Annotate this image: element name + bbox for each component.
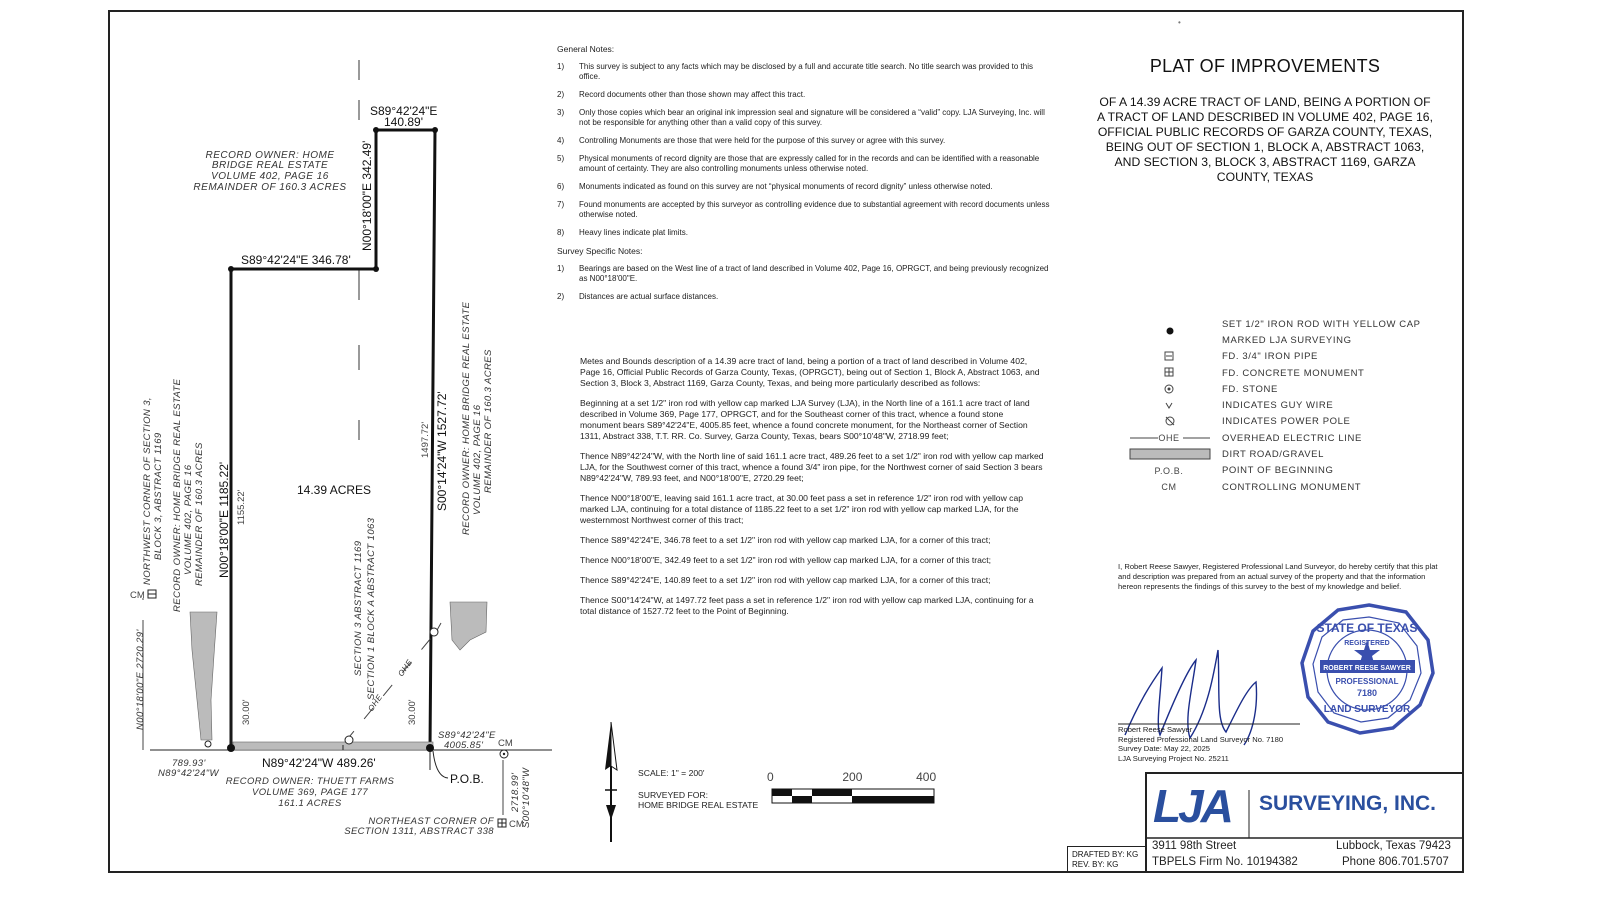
record-owner-left-2: VOLUME 402, PAGE 16 bbox=[183, 464, 194, 575]
distance-top: 140.89' bbox=[384, 115, 423, 129]
legend-label: POINT OF BEGINNING bbox=[1222, 465, 1334, 477]
scale-bar bbox=[772, 789, 934, 803]
note-text: Only those copies which bear an original ink impression seal and signature will be considered a “valid” copy. LJA Surveying, Inc. will not be responsible for anything other than a valid copy of this survey. bbox=[579, 108, 1045, 127]
acreage-label: 14.39 ACRES bbox=[297, 483, 372, 497]
drafted-box bbox=[1067, 846, 1145, 873]
survey-note-item bbox=[557, 264, 1052, 284]
scale-tick: 200 bbox=[842, 770, 863, 784]
dim-2718: 2718.99' bbox=[510, 772, 521, 812]
note-item bbox=[557, 228, 1052, 238]
general-notes bbox=[557, 44, 1052, 310]
note-item bbox=[557, 108, 1052, 128]
note-text: Bearings are based on the West line of a tract of land described in Volume 402, Page 16, OPRGCT, and being previously recognized as N00°18'00"E. bbox=[579, 264, 1049, 283]
surveyed-for-label: SURVEYED FOR: bbox=[638, 790, 709, 800]
note-item bbox=[557, 90, 1052, 100]
bearing-s0010: S00°10'48"W bbox=[521, 767, 532, 828]
dirt-road bbox=[190, 602, 487, 750]
note-num: 6) bbox=[557, 182, 565, 191]
seal-land-surveyor: LAND SURVEYOR bbox=[1323, 704, 1411, 715]
survey-date: Survey Date: May 22, 2025 bbox=[1118, 744, 1211, 753]
record-owner-bottom-2: VOLUME 369, PAGE 177 bbox=[251, 787, 369, 798]
record-owner-left-3: REMAINDER OF 160.3 ACRES bbox=[194, 442, 205, 586]
dim-30-left: 30.00' bbox=[241, 699, 252, 725]
survey-note-item bbox=[557, 292, 1052, 302]
metes-paragraph: Thence S89°42'24"E, 346.78 feet to a set 1/2" iron rod with yellow cap marked LJA, for a corner of this tract; bbox=[580, 535, 991, 545]
company-phone: Phone 806.701.5707 bbox=[1342, 856, 1449, 868]
legend-label: OVERHEAD ELECTRIC LINE bbox=[1222, 432, 1362, 444]
record-owner-right-2: VOLUME 402, PAGE 16 bbox=[472, 404, 483, 515]
note-num: 1) bbox=[557, 264, 565, 273]
note-num: 3) bbox=[557, 108, 565, 117]
company-street: 3911 98th Street bbox=[1152, 840, 1237, 852]
note-text: Record documents other than those shown may affect this tract. bbox=[579, 90, 806, 99]
legend-label: INDICATES POWER POLE bbox=[1222, 416, 1351, 428]
metes-paragraph: Thence N00°18'00"E, 342.49 feet to a set 1/2" iron rod with yellow cap marked LJA, for a corner of this tract; bbox=[580, 555, 992, 565]
company-city: Lubbock, Texas 79423 bbox=[1336, 840, 1451, 852]
seal-number: 7180 bbox=[1356, 688, 1378, 698]
surveyor-name: Robert Reese Sawyer bbox=[1118, 725, 1193, 734]
ne-corner-2: SECTION 1311, ABSTRACT 338 bbox=[344, 826, 494, 837]
record-owner-bottom-1: RECORD OWNER: THUETT FARMS bbox=[225, 776, 395, 787]
dim-30-right: 30.00' bbox=[407, 699, 418, 725]
bearing-489: N89°42'24"W 489.26' bbox=[262, 756, 376, 770]
nw-corner-2: BLOCK 3, ABSTRACT 1169 bbox=[153, 432, 164, 560]
legend-row bbox=[1125, 446, 1445, 462]
project-number: LJA Surveying Project No. 25211 bbox=[1118, 753, 1229, 763]
stray-mark: • bbox=[1178, 18, 1181, 27]
legend-label: MARKED LJA SURVEYING bbox=[1222, 334, 1352, 346]
legend-label: FD. CONCRETE MONUMENT bbox=[1222, 367, 1365, 379]
note-num: 1) bbox=[557, 62, 565, 71]
seal-name: ROBERT REESE SAWYER bbox=[1323, 665, 1411, 672]
ohe-label-1: OHE bbox=[366, 692, 385, 714]
north-arrow-icon bbox=[605, 722, 617, 842]
legend-row bbox=[1125, 316, 1445, 332]
company-firm: TBPELS Firm No. 10194382 bbox=[1152, 856, 1298, 868]
record-owner-top-4: REMAINDER OF 160.3 ACRES bbox=[193, 182, 347, 193]
bearing-1185: N00°18'00"E 1185.22' bbox=[217, 461, 231, 578]
legend-label: FD. 3/4" IRON PIPE bbox=[1222, 351, 1318, 363]
scale-label: SCALE: 1" = 200' bbox=[638, 768, 705, 778]
cm-right: CM bbox=[498, 738, 513, 749]
metes-and-bounds bbox=[580, 356, 1045, 626]
legend bbox=[1125, 316, 1445, 495]
note-text: Controlling Monuments are those that were held for the purpose of this survey or agree with this survey. bbox=[579, 136, 946, 145]
note-num: 8) bbox=[557, 228, 565, 237]
note-text: This survey is subject to any facts which may be disclosed by a full and accurate title search. No title search was provided to this office. bbox=[579, 62, 1033, 81]
note-num: 2) bbox=[557, 90, 565, 99]
legend-row bbox=[1125, 463, 1445, 479]
note-num: 2) bbox=[557, 292, 565, 301]
general-notes-heading: General Notes: bbox=[557, 44, 615, 54]
scale-tick: 400 bbox=[916, 770, 937, 784]
surveyor-registration: Registered Professional Land Surveyor No. 7180 bbox=[1118, 734, 1284, 744]
record-owner-left-1: RECORD OWNER: HOME BRIDGE REAL ESTATE bbox=[172, 378, 183, 612]
metes-paragraph: Beginning at a set 1/2" iron rod with yellow cap marked LJA Survey (LJA), in the North line of a 161.1 acre tract of land described in Volume 369, Page 177, OPRGCT, and for the Southeast corner of this tract, whence a found stone monument bears S89°42'24"E, 4005.85 feet, whence a found concrete monument, for the Northeast corner of Section 1311, Abstract 338, T.T. RR. Co. Survey, Garza County, Texas, bears S00°10'48"W, 2718.99 feet; bbox=[580, 398, 1030, 441]
legend-row bbox=[1125, 397, 1445, 413]
pob-label: P.O.B. bbox=[450, 772, 484, 786]
note-text: Distances are actual surface distances. bbox=[579, 292, 719, 301]
plat-title-main: PLAT OF IMPROVEMENTS bbox=[1149, 56, 1381, 76]
scale-tick: 0 bbox=[767, 770, 774, 784]
surveyed-for-value: HOME BRIDGE REAL ESTATE bbox=[638, 800, 759, 810]
note-text: Monuments indicated as found on this survey are not “physical monuments of record dignity” unless otherwise noted. bbox=[579, 182, 993, 191]
plat-title-sub: OF A 14.39 ACRE TRACT OF LAND, BEING A PORTION OF A TRACT OF LAND DESCRIBED IN VOLUME 402, PAGE 16, OFFICIAL PUBLIC RECORDS OF GARZA COUNTY, TEXAS, BEING OUT OF SECTION 1, BLOCK A, ABSTRACT 1063, AND SECTION 3, BLOCK 3, ABSTRACT 1169, GARZA COUNTY, TEXAS bbox=[1097, 95, 1433, 184]
company-logo: LJA bbox=[1153, 780, 1231, 832]
seal-state: STATE OF TEXAS bbox=[1316, 621, 1418, 635]
survey-notes-heading: Survey Specific Notes: bbox=[557, 246, 643, 256]
plat-title bbox=[1095, 56, 1435, 185]
record-owner-top-2: BRIDGE REAL ESTATE bbox=[211, 160, 329, 171]
company-name: SURVEYING, INC. bbox=[1259, 792, 1436, 815]
bearing-1527: S00°14'24"W 1527.72' bbox=[435, 391, 449, 511]
dim-1497: 1497.72' bbox=[420, 421, 431, 458]
note-num: 5) bbox=[557, 154, 565, 163]
legend-row bbox=[1125, 414, 1445, 430]
legend-label: DIRT ROAD/GRAVEL bbox=[1222, 449, 1324, 461]
legend-label: FD. STONE bbox=[1222, 383, 1278, 395]
legend-symbol: OHE bbox=[1158, 433, 1180, 444]
bearing-4005-2: 4005.85' bbox=[444, 740, 484, 751]
note-text: Physical monuments of record dignity are those that are expressly called for in the records and can be identified with a reasonable amount of certainty. They are also controlling monuments unless otherwise noted. bbox=[579, 154, 1040, 173]
legend-symbol: CM bbox=[1161, 482, 1177, 493]
record-owner-top-1: RECORD OWNER: HOME bbox=[205, 150, 335, 161]
bearing-342: N00°18'00"E 342.49' bbox=[360, 140, 374, 251]
drafted-by: DRAFTED BY: KG bbox=[1072, 850, 1139, 859]
certification-text: I, Robert Reese Sawyer, Registered Professional Land Surveyor, do hereby certify that this plat and description was prepared from an actual survey of the property and that the information hereon represents the findings of this survey to the best of my knowledge and belief. bbox=[1118, 562, 1438, 591]
metes-paragraph: Thence S00°14'24"W, at 1497.72 feet pass a set in reference 1/2" iron rod with yellow cap marked LJA, continuing for a total distance of 1527.72 feet to the Point of Beginning. bbox=[580, 595, 1034, 616]
note-text: Heavy lines indicate plat limits. bbox=[579, 228, 688, 237]
note-item bbox=[557, 136, 1052, 146]
ne-corner-1: NORTHEAST CORNER OF bbox=[368, 816, 494, 827]
dim-1155: 1155.22' bbox=[236, 489, 247, 525]
section1-label: SECTION 1 BLOCK A ABSTRACT 1063 bbox=[366, 517, 377, 700]
cm-bottom: CM bbox=[509, 819, 524, 830]
dim-789: 789.93' bbox=[172, 758, 206, 769]
note-item bbox=[557, 62, 1052, 82]
legend-row bbox=[1125, 381, 1445, 397]
record-owner-right-1: RECORD OWNER: HOME BRIDGE REAL ESTATE bbox=[461, 301, 472, 535]
rev-by: REV. BY: KG bbox=[1072, 860, 1119, 869]
bearing-n89-left: N89°42'24"W bbox=[158, 768, 219, 779]
legend-label: CONTROLLING MONUMENT bbox=[1222, 481, 1362, 493]
note-item bbox=[557, 154, 1052, 174]
ohe-label-2: OHE bbox=[396, 657, 415, 679]
seal-registered: REGISTERED bbox=[1344, 640, 1390, 647]
note-num: 7) bbox=[557, 200, 565, 209]
metes-paragraph: Thence S89°42'24"E, 140.89 feet to a set 1/2" iron rod with yellow cap marked LJA, for a corner of this tract; bbox=[580, 575, 991, 585]
legend-label: SET 1/2" IRON ROD WITH YELLOW CAP bbox=[1222, 318, 1421, 330]
legend-row bbox=[1125, 430, 1445, 446]
seal-professional: PROFESSIONAL bbox=[1335, 677, 1399, 686]
note-item bbox=[557, 200, 1052, 220]
nw-corner-1: NORTHWEST CORNER OF SECTION 3, bbox=[142, 397, 153, 585]
metes-paragraph: Thence N00°18'00"E, leaving said 161.1 acre tract, at 30.00 feet pass a set in reference 1/2" iron rod with yellow cap marked LJA, continuing for a total distance of 1185.22 feet to a set 1/2" iron rod with yellow cap marked LJA, for the westernmost Northwest corner of this tract; bbox=[580, 493, 1024, 525]
legend-symbol: P.O.B. bbox=[1154, 465, 1184, 476]
bearing-346: S89°42'24"E 346.78' bbox=[241, 253, 351, 267]
cm-left: CM bbox=[130, 590, 145, 601]
legend-row bbox=[1125, 479, 1445, 495]
note-text: Found monuments are accepted by this surveyor as controlling evidence due to substantial agreement with record documents unless otherwise noted. bbox=[579, 200, 1050, 219]
legend-row bbox=[1125, 332, 1445, 348]
scale-ticks bbox=[767, 770, 936, 784]
metes-paragraph: Thence N89°42'24"W, with the North line of said 161.1 acre tract, 489.26 feet to a set 1/2" iron rod with yellow cap marked LJA, for the Southwest corner of this tract, whence a found 3/4" iron pipe, for the Northwest corner of said Section 3 bears N89°42'24"W, 789.93 feet, and N00°18'00"E, 2720.29 feet; bbox=[580, 451, 1044, 483]
section3-label: SECTION 3 ABSTRACT 1169 bbox=[353, 540, 364, 676]
record-owner-bottom-3: 161.1 ACRES bbox=[278, 798, 342, 809]
bearing-4005-1: S89°42'24"E bbox=[438, 730, 496, 741]
tract-boundary bbox=[231, 130, 435, 748]
legend-row bbox=[1125, 365, 1445, 381]
metes-paragraph: Metes and Bounds description of a 14.39 acre tract of land, being a portion of a tract of land described in Volume 402, Page 16, Official Public Records of Garza County, Texas, (OPRGCT), being out of Section 1, Block A, Abstract 1063, and Section 3, Block 3, Abstract 1169, Garza County, Texas, and being more particularly described as follows: bbox=[580, 356, 1040, 388]
legend-label: INDICATES GUY WIRE bbox=[1222, 400, 1334, 412]
legend-row bbox=[1125, 349, 1445, 365]
scale-info bbox=[638, 768, 758, 810]
dim-2720: N00°18'00"E 2720.29' bbox=[135, 629, 146, 730]
signature-block bbox=[1118, 725, 1283, 763]
note-item bbox=[557, 182, 1052, 192]
bearing-top: S89°42'24"E bbox=[370, 104, 438, 118]
note-num: 4) bbox=[557, 136, 565, 145]
record-owner-right-3: REMAINDER OF 160.3 ACRES bbox=[483, 349, 494, 493]
record-owner-top-3: VOLUME 402, PAGE 16 bbox=[211, 171, 329, 182]
